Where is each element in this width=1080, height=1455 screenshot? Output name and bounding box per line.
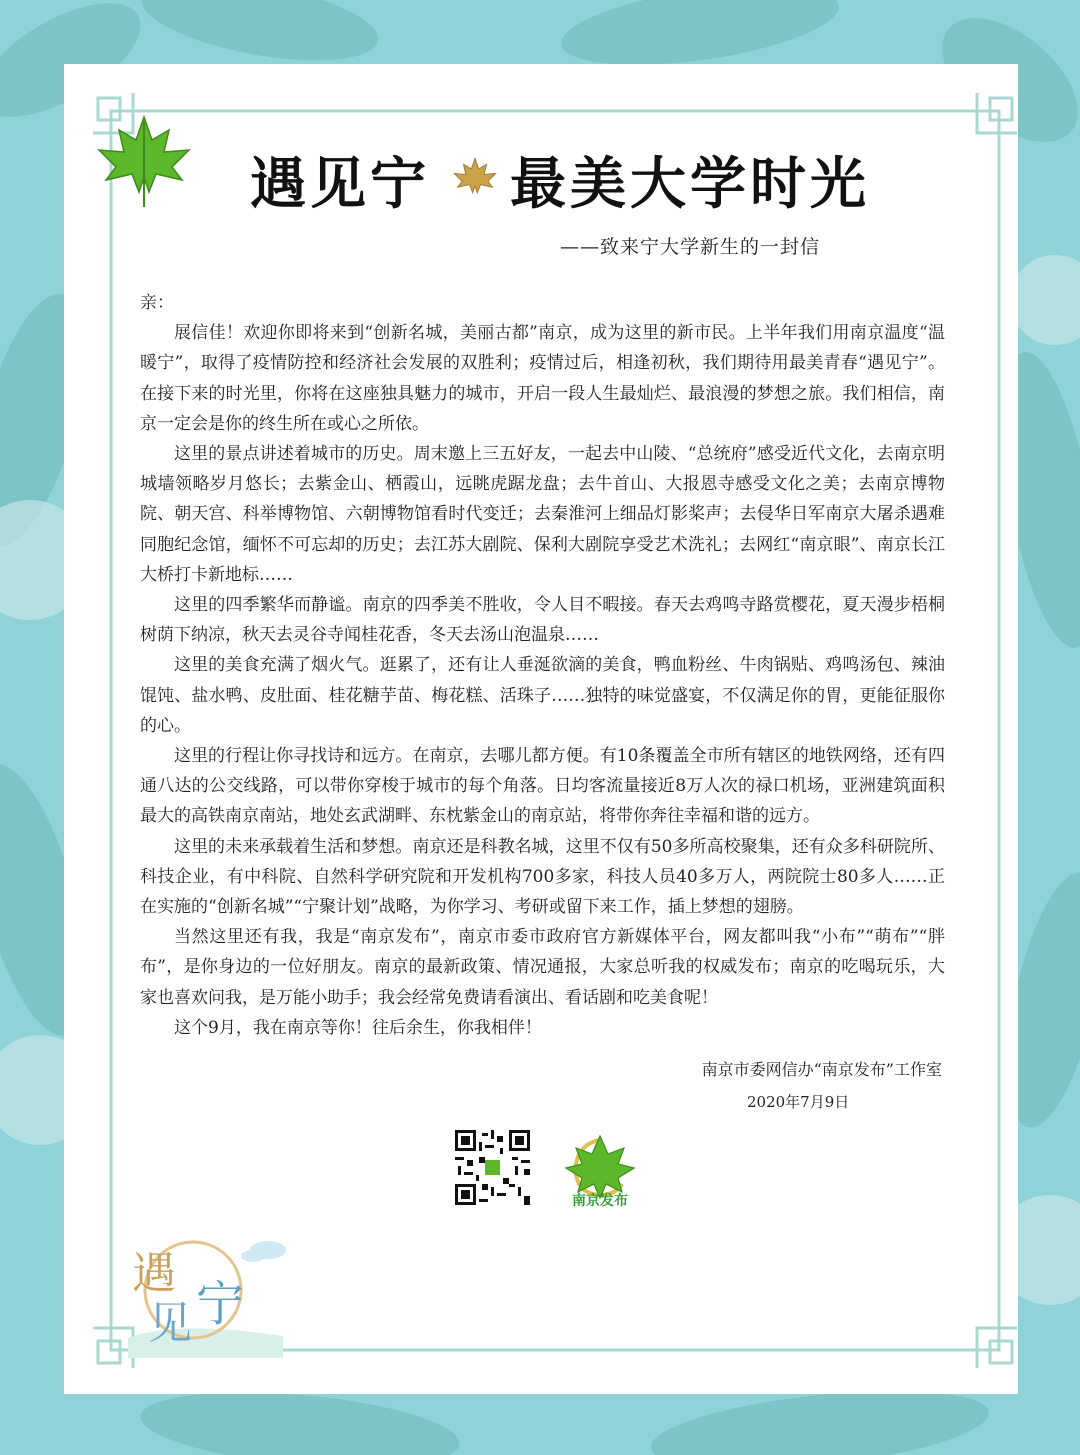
letter-paragraph: 这个9月，我在南京等你！往后余生，你我相伴！: [174, 1017, 542, 1038]
letter-paragraph: 这里的美食充满了烟火气。逛累了，还有让人垂涎欲滴的美食，鸭血粉丝、牛肉锅贴、鸡鸣汤包、辣油馄饨、盐水鸭、皮肚面、桂花糖芋苗、梅花糕、活珠子……独特的味觉盛宴，不仅满足你的胃，更能征服你的心。: [140, 655, 945, 736]
letter-paragraph: 这里的行程让你寻找诗和远方。在南京，去哪儿都方便。有10条覆盖全市所有辖区的地铁网络，还有四通八达的公交线路，可以带你穿梭于城市的每个角落。日均客流量接近8万人次的禄口机场，亚洲建筑面积最大的高铁南京南站，地处玄武湖畔、东枕紫金山的南京站，将带你奔往幸福和谐的远方。: [140, 746, 945, 827]
logo-label: 南京发布: [572, 1193, 628, 1209]
stamp-char-2: 见: [148, 1298, 192, 1349]
letter-paragraph: 展信佳！欢迎你即将来到“创新名城，美丽古都”南京，成为这里的新市民。上半年我们用南京温度“温暖宁”，取得了疫情防控和经济社会发展的双胜利；疫情过后，相逢初秋，我们期待用最美青春“遇见宁”。在接下来的时光里，你将在这座独具魅力的城市，开启一段人生最灿烂、最浪漫的梦想之旅。我们相信，南京一定会是你的终生所在或心之所依。: [140, 323, 945, 434]
title-part-1: 遇见宁: [250, 151, 430, 217]
maple-leaf-icon: [452, 156, 498, 202]
page-title: [250, 140, 900, 220]
stamp-char-3: 宁: [196, 1276, 245, 1332]
green-maple-leaf-icon: [92, 112, 196, 212]
signature-org: 南京市委网信办“南京发布”工作室: [701, 1060, 942, 1079]
subtitle: ——致来宁大学新生的一封信: [560, 236, 821, 258]
yujianning-stamp-logo: [118, 1228, 288, 1358]
letter-paragraph: 这里的未来承载着生活和梦想。南京还是科教名城，这里不仅有50多所高校聚集，还有众多科研院所、科技企业，有中科院、自然科学研究院和开发机构700多家，科技人员40多万人，两院院士80多人……正在实施的“创新名城”“宁聚计划”战略，为你学习、考研或留下来工作，插上梦想的翅膀。: [140, 836, 945, 918]
letter-paragraph: 当然这里还有我，我是“南京发布”，南京市委市政府官方新媒体平台，网友都叫我“小布”“萌布”“胖布”，是你身边的一位好朋友。南京的最新政策、情况通报，大家总听我的权威发布；南京的吃喝玩乐，大家也喜欢问我，是万能小助手；我会经常免费请看演出、看话剧和吃美食呢！: [140, 927, 945, 1008]
stamp-char-1: 遇: [132, 1248, 176, 1299]
letter-greeting: 亲：: [140, 293, 174, 313]
letter-paragraph: 这里的景点讲述着城市的历史。周末邀上三五好友，一起去中山陵、“总统府”感受近代文化，去南京明城墙领略岁月悠长；去紫金山、栖霞山，远眺虎踞龙盘；去牛首山、大报恩寺感受文化之美；去南京博物院、朝天宫、科举博物馆、六朝博物馆看时代变迁；去秦淮河上细品灯影桨声；去侵华日军南京大屠杀遇难同胞纪念馆，缅怀不可忘却的历史；去江苏大剧院、保利大剧院享受艺术洗礼；去网红“南京眼”、南京长江大桥打卡新地标……: [140, 444, 945, 585]
signature-date: 2020年7月9日: [747, 1093, 850, 1111]
letter-paragraph: 这里的四季繁华而静谧。南京的四季美不胜收，令人目不暇接。春天去鸡鸣寺路赏樱花，夏天漫步梧桐树荫下纳凉，秋天去灵谷寺闻桂花香，冬天去汤山泡温泉……: [140, 595, 945, 646]
qr-code-icon[interactable]: [455, 1130, 530, 1205]
letter-body: [140, 288, 945, 1043]
title-part-2: 最美大学时光: [510, 151, 870, 217]
